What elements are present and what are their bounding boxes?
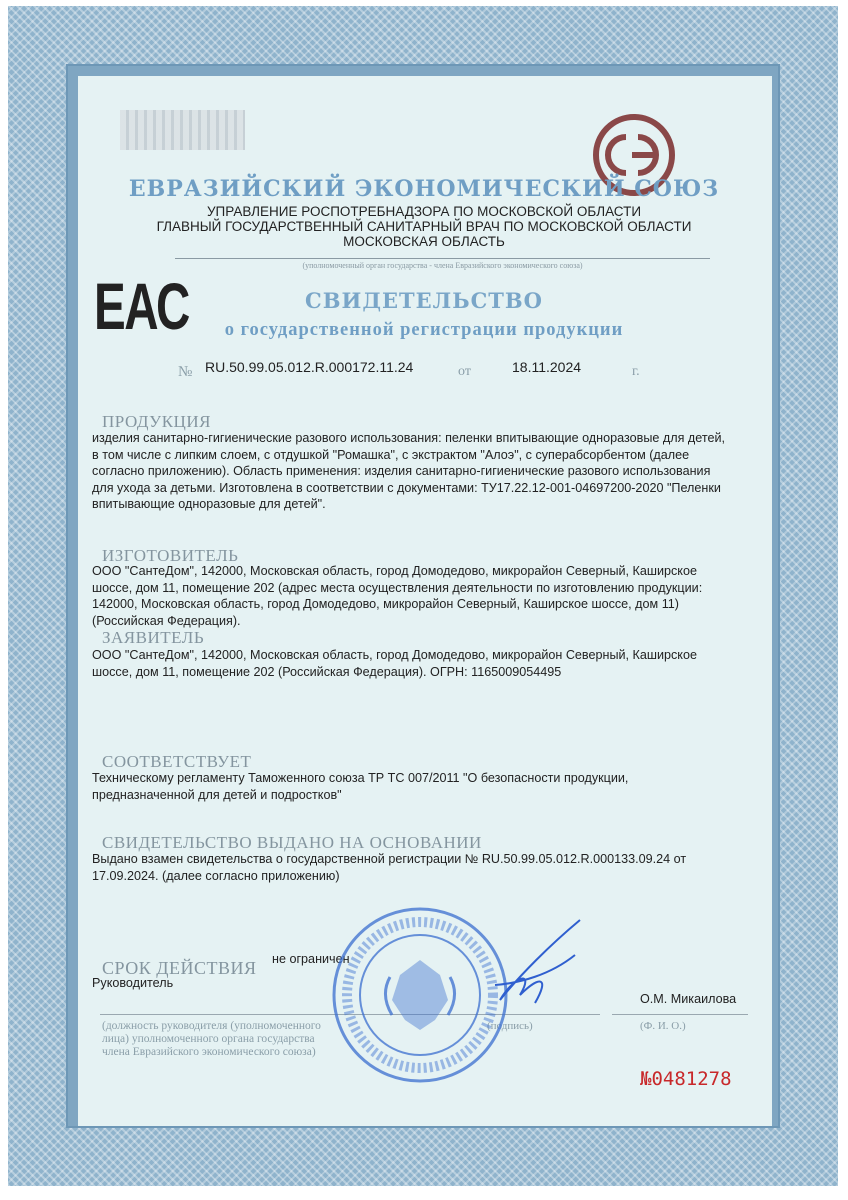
applicant-text: ООО "СантеДом", 142000, Московская область, город Домодедово, микрорайон Северный, Каширское шоссе, дом 11, помещение 202 (Российская Федерация). ОГРН: 1165009054495 bbox=[92, 648, 697, 679]
conforms-heading: СООТВЕТСТВУЕТ bbox=[102, 752, 252, 771]
applicant-heading: ЗАЯВИТЕЛЬ bbox=[102, 628, 205, 647]
signature-caption: (подпись) bbox=[487, 1020, 533, 1032]
certificate-date: 18.11.2024 bbox=[512, 359, 582, 375]
position-caption-line-3: члена Евразийского экономического союза) bbox=[102, 1046, 316, 1058]
org-note: (уполномоченный орган государства - члена Евразийского экономического союза) bbox=[302, 261, 583, 270]
org-line-2: ГЛАВНЫЙ ГОСУДАРСТВЕННЫЙ САНИТАРНЫЙ ВРАЧ ПО МОСКОВСКОЙ ОБЛАСТИ bbox=[156, 219, 692, 234]
basis-heading: СВИДЕТЕЛЬСТВО ВЫДАНО НА ОСНОВАНИИ bbox=[102, 833, 482, 852]
serial-number: №0481278 bbox=[640, 1068, 732, 1090]
validity-heading: СРОК ДЕЙСТВИЯ bbox=[102, 958, 257, 978]
basis-text: Выдано взамен свидетельства о государственной регистрации № RU.50.99.05.012.R.000133.09.24 от 17.09.2024. (далее согласно приложению) bbox=[92, 852, 687, 883]
position-caption-line-1: (должность руководителя (уполномоченного bbox=[102, 1020, 321, 1032]
position-caption bbox=[102, 1020, 362, 1059]
signer-name: О.М. Микаилова bbox=[640, 992, 737, 1006]
year-suffix: г. bbox=[632, 364, 640, 379]
number-label: № bbox=[178, 364, 193, 380]
product-text: изделия санитарно-гигиенические разового использования: пеленки впитывающие одноразовые для детей, в том числе с липким слоем, с отдушкой "Ромашка", с экстрактом "Алоэ", с суперабсорбентом (далее согласно приложению). Область применения: изделия санитарно-гигиенические разового использования для ухода за детьми. Изготовлена в соответствии с документами: ТУ17.22.12-001-04697200-2020 "Пеленки впитывающие одноразовые для детей". bbox=[92, 431, 725, 512]
position-caption-line-2: лица) уполномоченного органа государства bbox=[102, 1033, 315, 1045]
signature-icon bbox=[480, 915, 590, 1010]
hologram-sticker bbox=[120, 110, 245, 150]
certificate-title: СВИДЕТЕЛЬСТВО bbox=[305, 288, 543, 313]
certificate-number: RU.50.99.05.012.R.000172.11.24 bbox=[205, 359, 414, 375]
conforms-text: Техническому регламенту Таможенного союза ТР ТС 007/2011 "О безопасности продукции, предназначенной для детей и подростков" bbox=[92, 771, 629, 802]
from-label: от bbox=[458, 364, 471, 379]
name-caption: (Ф. И. О.) bbox=[640, 1020, 686, 1032]
product-heading: ПРОДУКЦИЯ bbox=[102, 412, 211, 431]
org-line-1: УПРАВЛЕНИЕ РОСПОТРЕБНАДЗОРА ПО МОСКОВСКОЙ ОБЛАСТИ bbox=[206, 204, 642, 219]
eac-mark: ЕАС bbox=[94, 269, 189, 343]
name-line bbox=[612, 1014, 748, 1015]
org-line-3: МОСКОВСКАЯ ОБЛАСТЬ bbox=[343, 234, 505, 249]
manufacturer-text: ООО "СантеДом", 142000, Московская область, город Домодедово, микрорайон Северный, Каширское шоссе, дом 11, помещение 202 (адрес места осуществления деятельности по изготовлению продукции: 142000, Московская область, город Домодедово, микрорайон Северный, Каширское шоссе, дом 11) (Российская Федерация). bbox=[92, 564, 703, 628]
validity-value: не ограничен bbox=[272, 952, 350, 966]
union-title: ЕВРАЗИЙСКИЙ ЭКОНОМИЧЕСКИЙ СОЮЗ bbox=[128, 176, 720, 202]
role-label: Руководитель bbox=[92, 976, 174, 990]
manufacturer-heading: ИЗГОТОВИТЕЛЬ bbox=[102, 546, 239, 565]
certificate-subtitle: о государственной регистрации продукции bbox=[224, 320, 624, 340]
divider bbox=[175, 258, 710, 259]
